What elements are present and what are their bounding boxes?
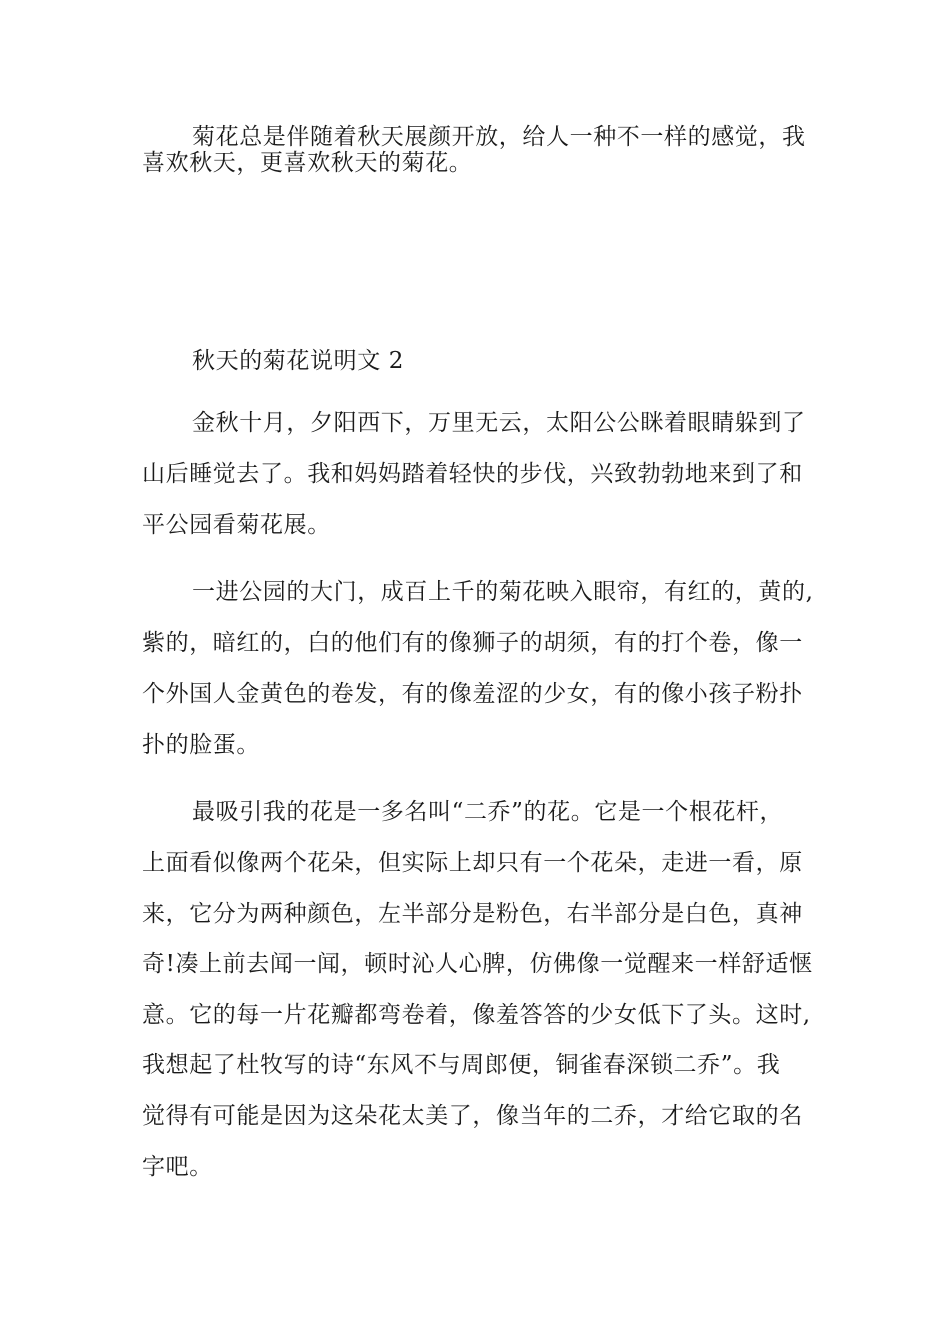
- paragraph-1-line-2: 喜欢秋天，更喜欢秋天的菊花。: [142, 150, 473, 176]
- paragraph-1-line-1: 菊花总是伴随着秋天展颜开放，给人一种不一样的感觉，我: [192, 124, 806, 150]
- paragraph-3-line-2: 山后睡觉去了。我和妈妈踏着轻快的步伐，兴致勃勃地来到了和: [142, 461, 803, 487]
- paragraph-4-line-1: 一进公园的大门，成百上千的菊花映入眼帘，有红的，黄的,: [192, 579, 814, 605]
- section-heading: 秋天的菊花说明文 2: [192, 348, 404, 374]
- paragraph-4-line-3: 个外国人金黄色的卷发，有的像羞涩的少女，有的像小孩子粉扑: [142, 681, 803, 707]
- paragraph-4-line-2: 紫的，暗红的，白的他们有的像狮子的胡须，有的打个卷，像一: [142, 630, 803, 656]
- paragraph-5-line-6: 我想起了杜牧写的诗“东风不与周郎便，铜雀春深锁二乔”。我: [142, 1052, 781, 1078]
- paragraph-5-line-3: 来，它分为两种颜色，左半部分是粉色，右半部分是白色，真神: [142, 901, 803, 927]
- paragraph-3-line-3: 平公园看菊花展。: [142, 512, 331, 538]
- paragraph-4-line-4: 扑的脸蛋。: [142, 732, 260, 758]
- paragraph-5-line-7: 觉得有可能是因为这朵花太美了，像当年的二乔，才给它取的名: [142, 1103, 803, 1129]
- paragraph-5-line-2: 上面看似像两个花朵，但实际上却只有一个花朵，走进一看，原: [142, 850, 803, 876]
- paragraph-3-line-1: 金秋十月，夕阳西下，万里无云，太阳公公眯着眼睛躲到了: [192, 410, 806, 436]
- paragraph-5-line-1: 最吸引我的花是一多名叫“二乔”的花。它是一个根花杆，: [192, 799, 784, 825]
- paragraph-5-line-5: 意。它的每一片花瓣都弯卷着，像羞答答的少女低下了头。这时,: [142, 1002, 811, 1028]
- paragraph-5-line-4: 奇!凑上前去闻一闻，顿时沁人心脾，仿佛像一觉醒来一样舒适惬: [142, 951, 813, 977]
- paragraph-5-line-8: 字吧。: [142, 1154, 213, 1180]
